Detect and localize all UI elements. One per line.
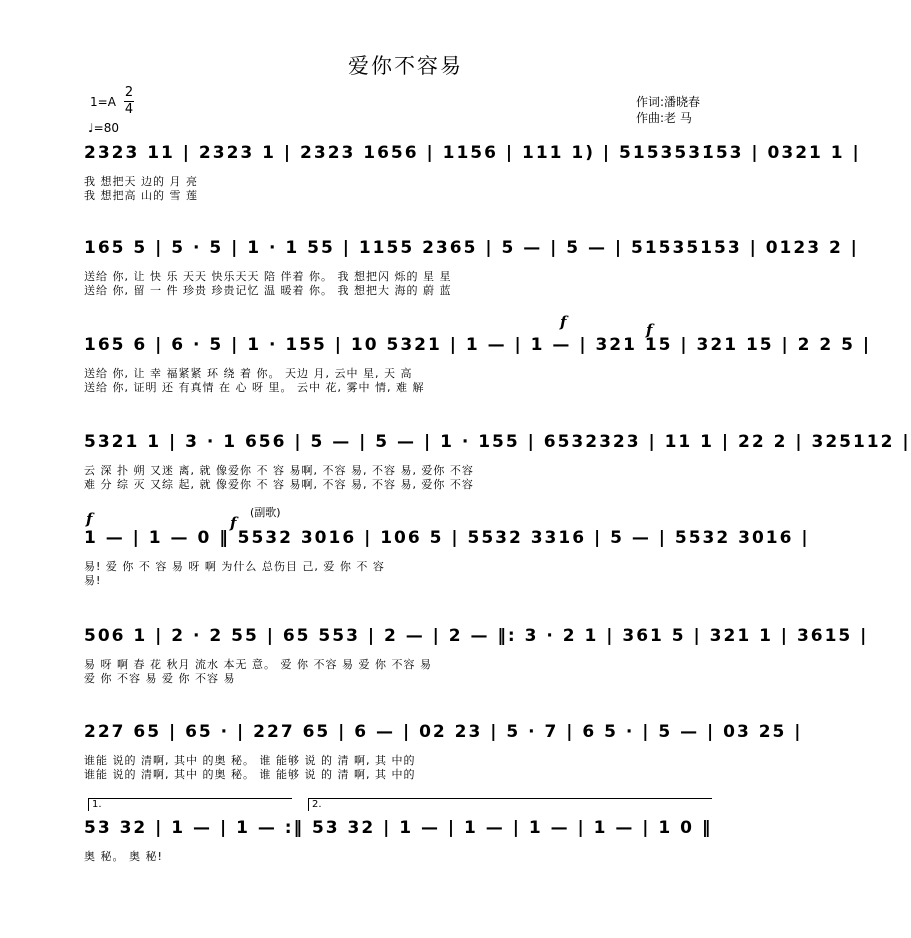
notation-line: 506 1 | 2 · 2 55 | 65 553 | 2 — | 2 — ‖: 3 · 2 1 | 361 5 | 321 1 | 3615 |	[84, 626, 869, 646]
time-signature	[124, 86, 134, 117]
lyricist: 作词:潘晓春	[636, 95, 701, 109]
notation-line: 53 32 | 1 — | 1 — :‖ 53 32 | 1 — | 1 — | 1 — | 1 — | 1 0 ‖	[84, 818, 713, 838]
lyric-line-1: 奥 秘。 奥 秘!	[84, 850, 163, 863]
notation-line: 165 5 | 5 · 5 | 1 · 1 55 | 1155 2365 | 5 — | 5 — | 51535153 | 0123 2 |	[84, 238, 859, 258]
chorus-label: (副歌)	[250, 506, 281, 519]
notation-line: 5321 1 | 3 · 1 656 | 5 — | 5 — | 1 · 155 | 6532323 | 11 1 | 22 2 | 325112 |	[84, 432, 911, 452]
lyric-line-1: 谁能 说的 清啊, 其中 的奥 秘。 谁 能够 说 的 清 啊, 其 中的	[84, 754, 416, 767]
lyric-line-2: 谁能 说的 清啊, 其中 的奥 秘。 谁 能够 说 的 清 啊, 其 中的	[84, 768, 416, 781]
lyric-line-2: 送给 你, 证明 还 有真情 在 心 呀 里。 云中 花, 雾中 情, 难 解	[84, 381, 425, 394]
key-signature: 1=A	[90, 95, 116, 109]
forte-mark: f	[230, 514, 237, 532]
time-signature-top: 2	[124, 85, 134, 100]
tempo-value: =80	[93, 121, 119, 135]
time-signature-bottom: 4	[124, 102, 134, 117]
notation-line: 165 6 | 6 · 5 | 1 · 155 | 10 5321 | 1 — | 1 — | 321 15 | 321 15 | 2 2 5 |	[84, 335, 872, 355]
lyric-line-1: 我 想把天 边的 月 亮	[84, 175, 198, 188]
quarter-note-icon: ♩	[88, 121, 94, 135]
lyric-line-2: 送给 你, 留 一 件 珍贵 珍贵记忆 温 暖着 你。 我 想把大 海的 蔚 蓝	[84, 284, 452, 297]
forte-mark: f	[646, 321, 653, 339]
lyric-line-2: 易!	[84, 574, 102, 587]
volta-1: 1.	[88, 798, 292, 811]
volta-2: 2.	[308, 798, 712, 811]
lyric-line-1: 易! 爱 你 不 容 易 呀 啊 为什么 总伤目 己, 爱 你 不 容	[84, 560, 385, 573]
page-title: 爱你不容易	[348, 54, 463, 78]
notation-line: 227 65 | 65 · | 227 65 | 6 — | 02 23 | 5 · 7 | 6 5 · | 5 — | 03 25 |	[84, 722, 803, 742]
forte-mark: f	[560, 313, 567, 331]
tempo-marking	[88, 120, 119, 136]
lyric-line-1: 送给 你, 让 快 乐 天天 快乐天天 陪 伴着 你。 我 想把闪 烁的 星 星	[84, 270, 452, 283]
lyric-line-2: 难 分 综 灭 又综 起, 就 像爱你 不 容 易啊, 不容 易, 不容 易, 爱你 不容	[84, 478, 474, 491]
credits	[636, 94, 700, 126]
composer: 作曲:老 马	[636, 111, 692, 125]
lyric-line-1: 云 深 扑 朔 又迷 离, 就 像爱你 不 容 易啊, 不容 易, 不容 易, 爱你 不容	[84, 464, 474, 477]
lyric-line-1: 送给 你, 让 幸 福紧紧 环 绕 着 你。 天边 月, 云中 星, 天 高	[84, 367, 413, 380]
notation-line: 2323 11 | 2323 1 | 2323 1656 | 1156 | 111 1) | 5153531̇53 | 0321 1 |	[84, 143, 861, 163]
lyric-line-1: 易 呀 啊 春 花 秋月 流水 本无 意。 爱 你 不容 易 爱 你 不容 易	[84, 658, 432, 671]
notation-line: 1 — | 1 — 0 ‖ 5532 3016 | 106 5 | 5532 3316 | 5 — | 5532 3016 |	[84, 528, 810, 548]
lyric-line-2: 爱 你 不容 易 爱 你 不容 易	[84, 672, 236, 685]
lyric-line-2: 我 想把高 山的 雪 莲	[84, 189, 198, 202]
score-row-8	[0, 799, 811, 938]
forte-mark: f	[86, 510, 93, 528]
